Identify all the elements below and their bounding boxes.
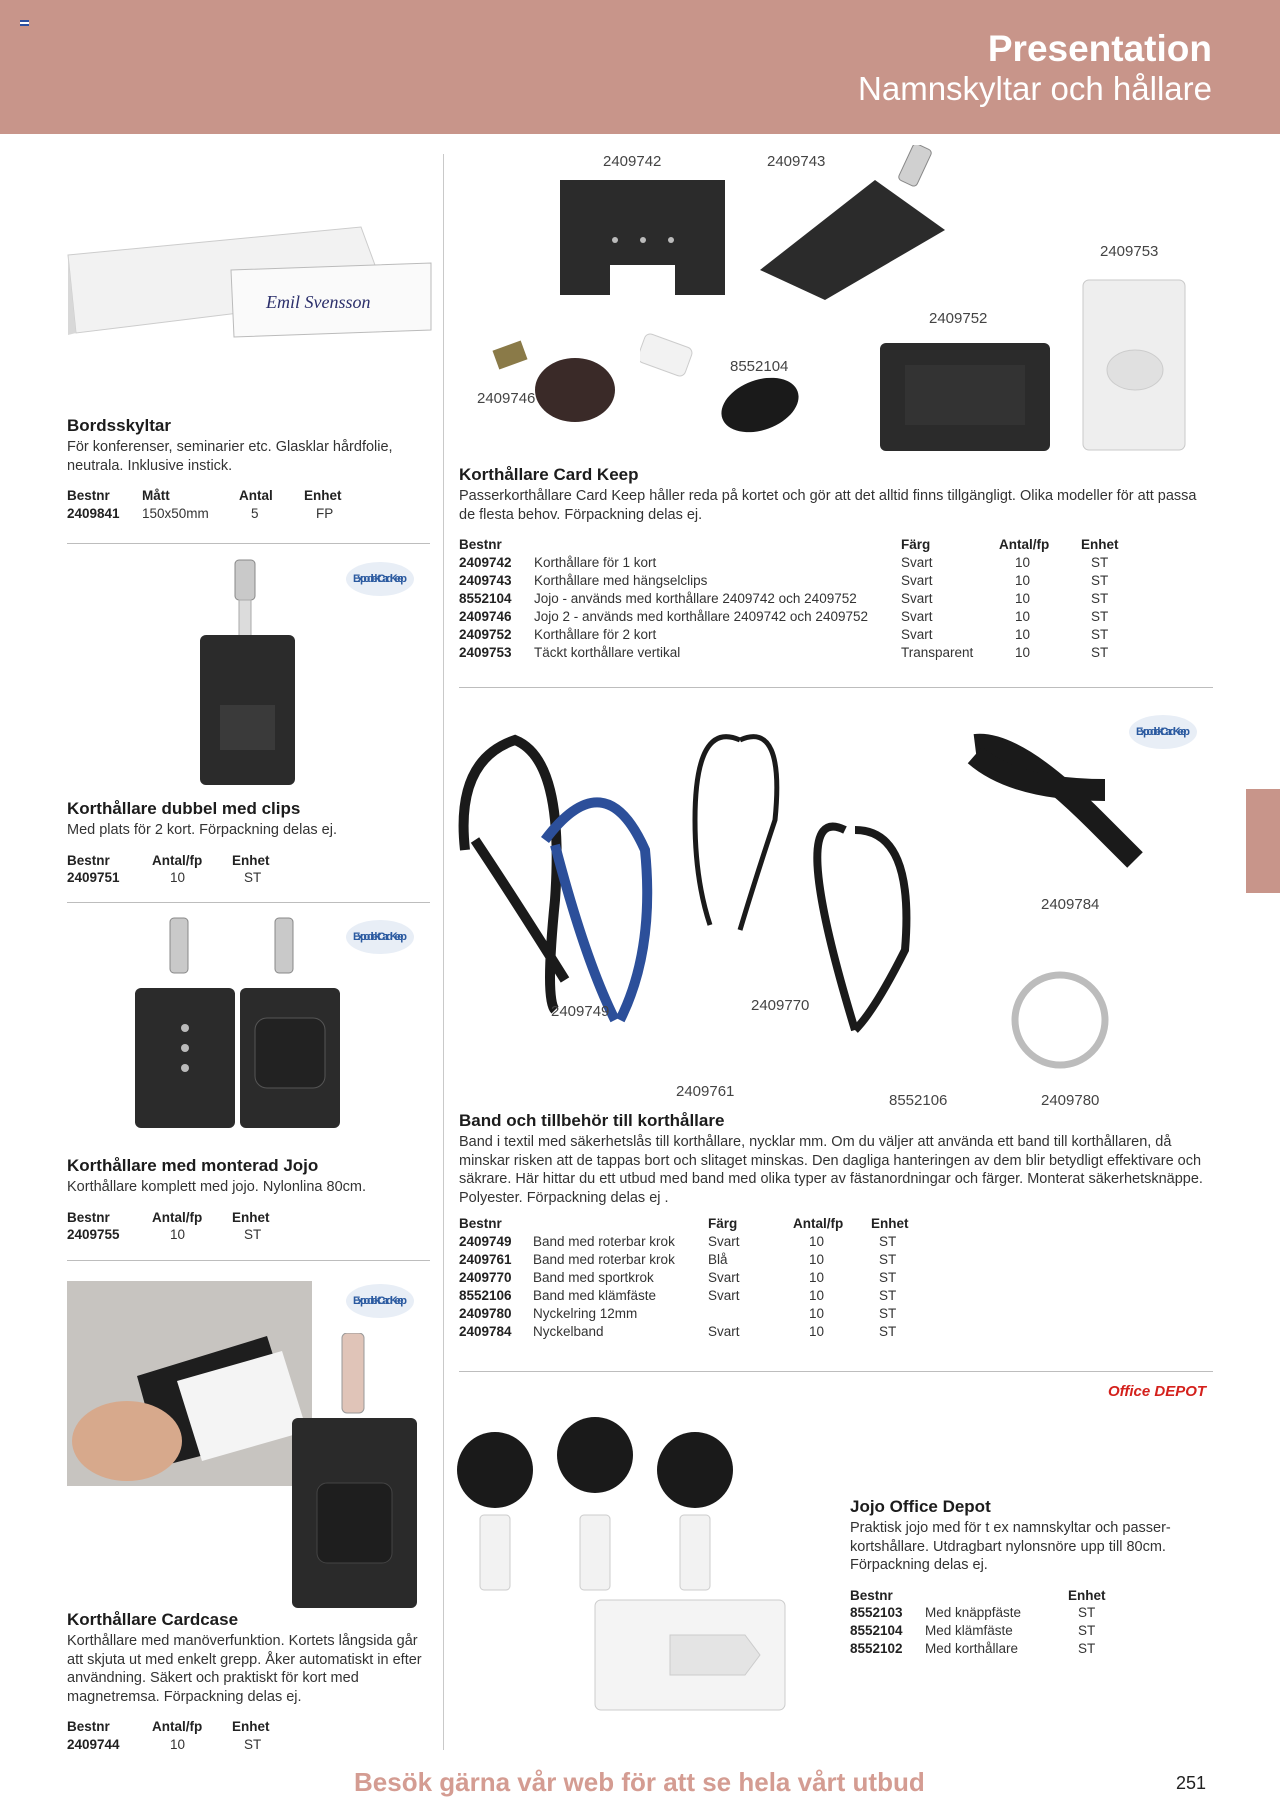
section-title: Korthållare dubbel med clips bbox=[67, 799, 301, 818]
section-cardkeep bbox=[459, 465, 1214, 661]
footer-web-link[interactable]: Besök gärna vår web för att se hela vårt utbud bbox=[354, 1767, 925, 1797]
table-row: 2409744 10 ST bbox=[67, 1736, 262, 1752]
image-label: 8552104 bbox=[730, 358, 789, 375]
image-label: 2409761 bbox=[676, 1083, 735, 1100]
cardkeep-logo bbox=[345, 1282, 415, 1320]
image-label: 8552106 bbox=[889, 1092, 948, 1109]
reel-2409746-image bbox=[485, 335, 665, 435]
table-row: 2409753 Täckt korthållare vertikal Transparent 10 ST bbox=[459, 644, 1109, 660]
table-row: 2409784 Nyckelband Svart 10 ST bbox=[459, 1323, 897, 1339]
product-table: Bestnr Färg Antal/fp Enhet 2409742 Korthållare för 1 kort Svart 10 ST 2409743 Korthållare med hängselclips Svart 10 ST 8552104 Jojo - används med korthållare 2409742 och 2409752 Svart 10 ST 2409746 Jojo 2 - används med korthållare 2409742 och 2409752 Svart 10 ST 2409752 Korthållare för 2 kort Svart 10 ST 2409753 Täckt korthållare vertikal Transparent 10 ST bbox=[459, 536, 1129, 661]
section-description: Praktisk jojo med för t ex namnskyltar och passer-kortshållare. Utdragbart nylonsnöre upp till 80cm. Förpackning delas ej. bbox=[850, 1520, 1171, 1573]
page-header bbox=[0, 0, 1280, 134]
table-row: 2409749 Band med roterbar krok Svart 10 ST bbox=[459, 1233, 897, 1249]
table-row: 8552102 Med korthållare ST bbox=[850, 1641, 1096, 1656]
table-row: 8552106 Band med klämfäste Svart 10 ST bbox=[459, 1287, 897, 1303]
page-number: 251 bbox=[1176, 1773, 1207, 1793]
section-description: För konferenser, seminarier etc. Glasklar hårdfolie, neutrala. Inklusive instick. bbox=[67, 439, 393, 474]
section-dubbel bbox=[67, 799, 437, 887]
image-label: 2409742 bbox=[603, 153, 662, 170]
section-title: Jojo Office Depot bbox=[850, 1497, 991, 1516]
cardkeep-logo bbox=[345, 560, 415, 598]
table-row: 2409746 Jojo 2 - används med korthållare 2409742 och 2409752 Svart 10 ST bbox=[459, 608, 1109, 624]
card-holder-2409752-image bbox=[875, 335, 1055, 455]
section-description: Med plats för 2 kort. Förpackning delas ej. bbox=[67, 822, 337, 838]
section-divider bbox=[459, 687, 1213, 688]
card-holder-2409753-image bbox=[1080, 275, 1190, 455]
section-divider bbox=[67, 902, 430, 903]
product-table: Bestnr Antal/fp Enhet 2409755 10 ST bbox=[67, 1209, 297, 1244]
image-label: 2409753 bbox=[1100, 243, 1159, 260]
table-row: 2409780 Nyckelring 12mm 10 ST bbox=[459, 1305, 897, 1321]
office-depot-logo: Office DEPOT bbox=[1108, 1383, 1207, 1400]
page-subtitle: Namnskyltar och hållare bbox=[858, 70, 1212, 107]
table-row: 2409841 150x50mm 5 FP bbox=[67, 505, 334, 521]
lanyards-image bbox=[455, 700, 1215, 1095]
section-title: Korthållare Cardcase bbox=[67, 1610, 239, 1629]
section-title: Band och tillbehör till korthållare bbox=[459, 1111, 725, 1130]
double-card-holder-image bbox=[195, 555, 305, 790]
table-row: 2409743 Korthållare med hängselclips Svart 10 ST bbox=[459, 572, 1109, 588]
section-title: Bordsskyltar bbox=[67, 416, 171, 435]
svg-text:Expodirekt CardKeep: Expodirekt CardKeep bbox=[1136, 726, 1190, 738]
section-title: Korthållare Card Keep bbox=[459, 465, 639, 484]
table-row: 2409742 Korthållare för 1 kort Svart 10 ST bbox=[459, 554, 1109, 570]
product-table: Bestnr Antal/fp Enhet 2409744 10 ST bbox=[67, 1718, 297, 1753]
flag-icon bbox=[20, 20, 29, 27]
table-row: 2409761 Band med roterbar krok Blå 10 ST bbox=[459, 1251, 897, 1267]
card-holder-with-reel-image bbox=[130, 913, 350, 1138]
section-bordsskyltar bbox=[67, 416, 437, 522]
cardcase-product-image bbox=[292, 1333, 417, 1611]
section-divider bbox=[67, 1260, 430, 1261]
office-depot-reels-image bbox=[455, 1385, 795, 1715]
section-title: Korthållare med monterad Jojo bbox=[67, 1156, 319, 1175]
product-table: Bestnr Antal/fp Enhet 2409751 10 ST bbox=[67, 852, 297, 887]
product-table: Bestnr Mått Antal Enhet 2409841 150x50mm 5 FP bbox=[67, 487, 357, 522]
image-label: 2409743 bbox=[767, 153, 826, 170]
column-divider bbox=[443, 154, 444, 1750]
chapter-tab[interactable] bbox=[1246, 789, 1280, 893]
section-divider bbox=[459, 1371, 1213, 1372]
cardcase-photo bbox=[67, 1281, 312, 1486]
image-label: 2409749 bbox=[551, 1003, 610, 1020]
table-row: 8552104 Jojo - används med korthållare 2409742 och 2409752 Svart 10 ST bbox=[459, 590, 1109, 606]
reel-8552104-image bbox=[640, 330, 815, 455]
section-description: Passerkorthållare Card Keep håller reda på kortet och gör att det alltid finns tillgängligt. Olika modeller för att passa de flesta behov. Förpackning delas ej. bbox=[459, 488, 1197, 523]
table-row: 2409770 Band med sportkrok Svart 10 ST bbox=[459, 1269, 897, 1285]
section-divider bbox=[67, 543, 430, 544]
section-jojo-od bbox=[850, 1497, 1210, 1658]
page-title: Presentation bbox=[987, 28, 1212, 69]
image-label: 2409784 bbox=[1041, 896, 1100, 913]
image-label: 2409780 bbox=[1041, 1092, 1100, 1109]
section-description: Korthållare med manöverfunktion. Kortets långsida går att skjuta ut med enkelt grepp. Åker automatiskt in efter användning. Säkert och praktiskt för kort med magnetremsa. Förpackning delas ej. bbox=[67, 1633, 422, 1705]
table-row: 2409755 10 ST bbox=[67, 1227, 262, 1242]
svg-text:Expodirekt CardKeep: Expodirekt CardKeep bbox=[353, 573, 407, 585]
table-row: 2409752 Korthållare för 2 kort Svart 10 ST bbox=[459, 626, 1109, 642]
section-description: Band i textil med säkerhetslås till korthållare, nycklar mm. Om du väljer att använda ett band till korthållaren, då minskar risken att de tappas bort och slitaget minskas. Den dagliga hanteringen av dem blir betydligt effektivare och säkrare. Här hittar du ett utbud med band med olika typer av fästanordningar och färger. Monterat säkerhetsknäppe. Polyester. Förpackning delas ej . bbox=[459, 1134, 1203, 1206]
section-cardcase bbox=[67, 1610, 437, 1753]
image-label: 2409752 bbox=[929, 310, 988, 327]
svg-text:Expodirekt CardKeep: Expodirekt CardKeep bbox=[353, 931, 407, 943]
product-table: Bestnr Färg Antal/fp Enhet 2409749 Band med roterbar krok Svart 10 ST 2409761 Band med roterbar krok Blå 10 ST 2409770 Band med sportkrok Svart 10 ST 8552106 Band med klämfäste Svart 10 ST 2409780 Nyckelring 12mm 10 ST 2409784 Nyckelband Svart 10 ST bbox=[459, 1216, 909, 1339]
table-row: 2409751 10 ST bbox=[67, 870, 262, 885]
image-label: 2409746 bbox=[477, 390, 536, 407]
section-jojo-monterad bbox=[67, 1156, 437, 1244]
card-holder-2409742-image bbox=[555, 180, 730, 295]
table-row: 8552104 Med klämfäste ST bbox=[850, 1623, 1096, 1638]
section-description: Korthållare komplett med jojo. Nylonlina 80cm. bbox=[67, 1179, 366, 1195]
svg-text:Expodirekt CardKeep: Expodirekt CardKeep bbox=[353, 1295, 407, 1307]
cardkeep-logo bbox=[345, 918, 415, 956]
product-table: Bestnr Enhet 8552103 Med knäppfäste ST 8552104 Med klämfäste ST 8552102 Med korthållare ST bbox=[850, 1587, 1120, 1658]
table-sign-text: Emil Svensson bbox=[266, 292, 371, 312]
image-label: 2409770 bbox=[751, 997, 810, 1014]
section-band bbox=[459, 1111, 1214, 1340]
table-row: 8552103 Med knäppfäste ST bbox=[850, 1605, 1096, 1620]
table-sign-image bbox=[66, 215, 436, 340]
